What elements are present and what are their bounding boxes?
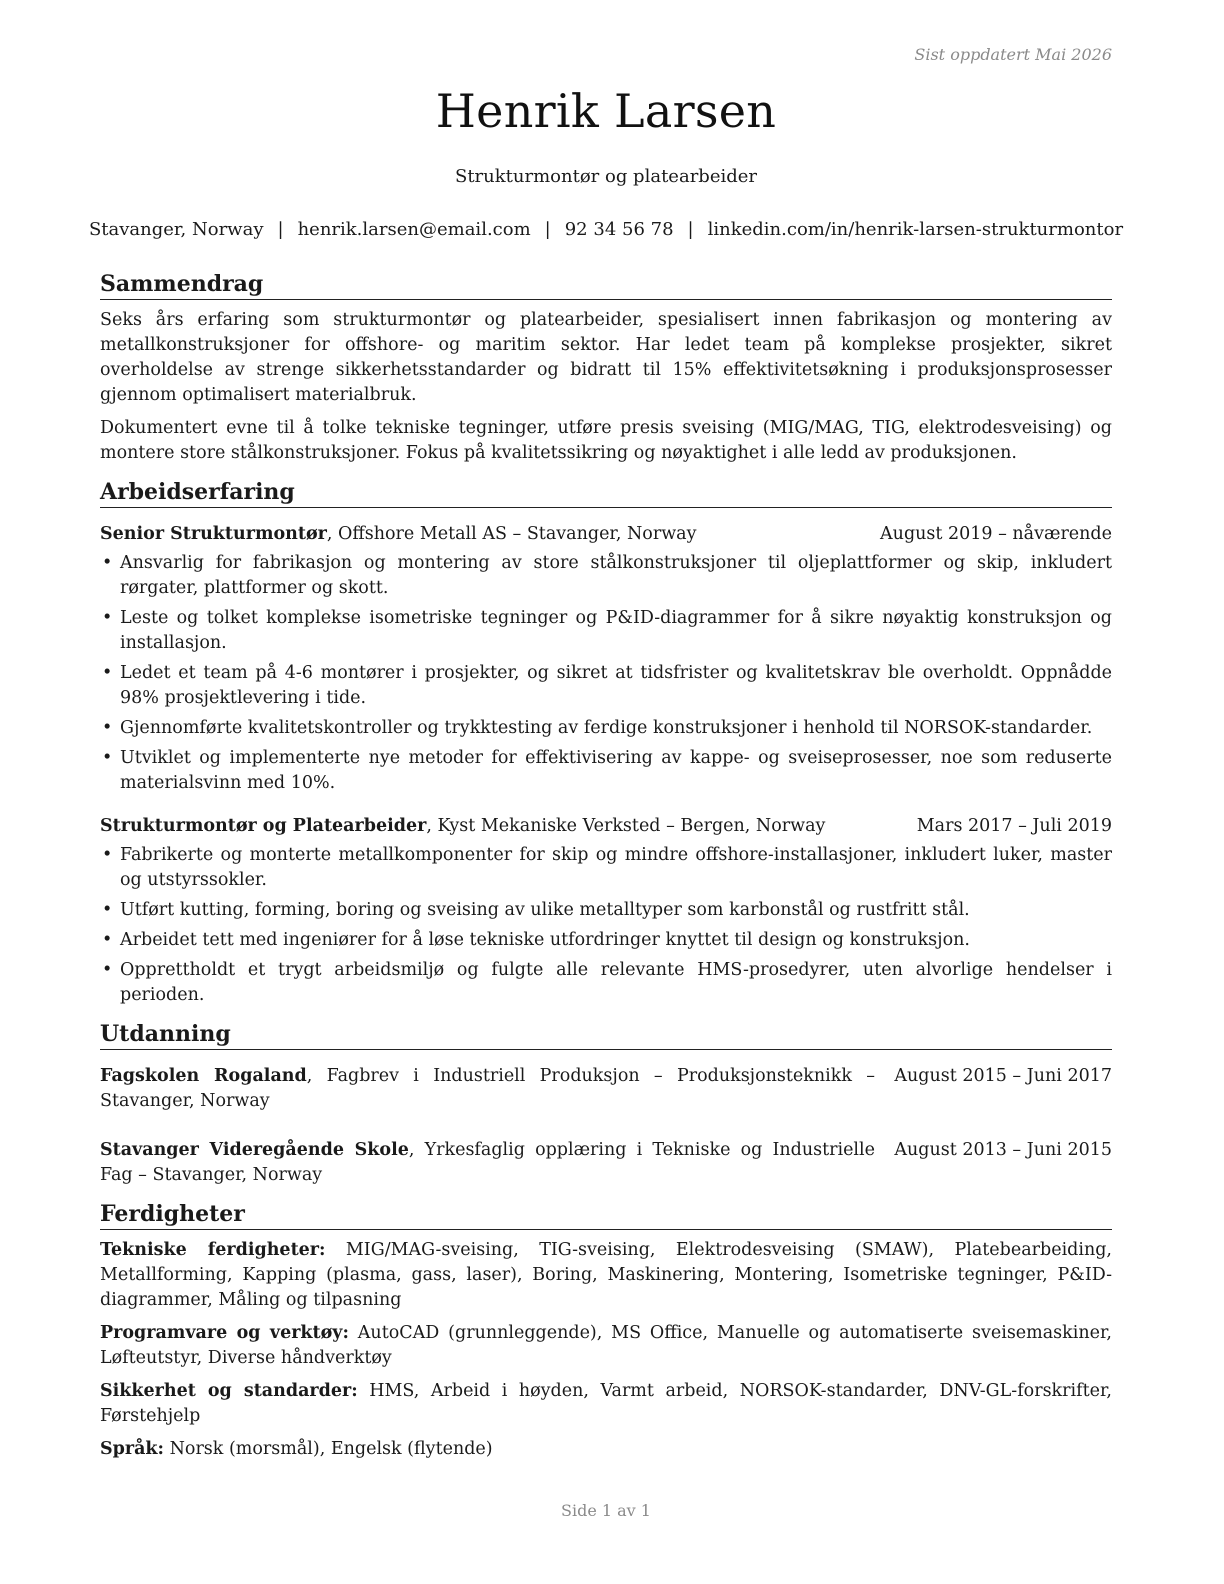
skill-label: Tekniske ferdigheter: bbox=[100, 1240, 326, 1260]
candidate-name: Henrik Larsen bbox=[435, 84, 777, 138]
school-detail: , Fagbrev i Industriell Produksjon – Produksjonsteknikk – Stavanger, Norway bbox=[100, 1066, 876, 1111]
candidate-title: Strukturmontør og platearbeider bbox=[454, 166, 758, 187]
summary-heading: Sammendrag bbox=[100, 270, 1112, 300]
job-header bbox=[100, 522, 1112, 547]
job-bullet bbox=[100, 958, 1112, 1008]
page-number: Side 1 av 1 bbox=[561, 1501, 651, 1520]
last-updated: Sist oppdatert Mai 2026 bbox=[914, 45, 1112, 64]
bullet-text: Arbeidet tett med ingeniører for å løse tekniske utfordringer knyttet til design og konstruksjon. bbox=[120, 930, 970, 950]
job-dates: Mars 2017 – Juli 2019 bbox=[916, 816, 1112, 836]
bullet-icon: • bbox=[102, 960, 113, 980]
bullet-text: Utført kutting, forming, boring og sveising av ulike metalltyper som karbonstål og rustfritt stål. bbox=[120, 900, 970, 920]
education-entry bbox=[100, 1064, 1112, 1114]
education-entry bbox=[100, 1138, 1112, 1188]
skill-line bbox=[100, 1379, 1112, 1429]
job-bullet bbox=[100, 928, 1112, 953]
bullet-text: Gjennomførte kvalitetskontroller og trykktesting av ferdige konstruksjoner i henhold til NORSOK-standarder. bbox=[120, 718, 1093, 738]
education-dates: August 2013 – Juni 2015 bbox=[894, 1140, 1112, 1160]
bullet-icon: • bbox=[102, 845, 113, 865]
bullet-icon: • bbox=[102, 718, 113, 738]
contact-line bbox=[80, 219, 1132, 240]
job-bullet bbox=[100, 551, 1112, 601]
skill-value: MIG/MAG-sveising, TIG-sveising, Elektrodesveising (SMAW), Platebearbeiding, Metallforming, Kapping (plasma, gass, laser), Boring, Maskinering, Montering, Isometriske tegninger, P&ID-diagrammer, Måling og tilpasning bbox=[100, 1240, 1112, 1310]
contact-email[interactable]: henrik.larsen@email.com bbox=[297, 219, 531, 240]
contact-separator: | bbox=[277, 219, 284, 240]
summary-section bbox=[100, 270, 1112, 466]
job-header bbox=[100, 814, 1112, 839]
bullet-text: Utviklet og implementerte nye metoder for effektivisering av kappe- og sveiseprosesser, noe som reduserte materialsvinn med 10%. bbox=[120, 748, 1112, 793]
skill-label: Sikkerhet og standarder: bbox=[100, 1381, 358, 1401]
job-bullets bbox=[100, 843, 1112, 1008]
job-bullet bbox=[100, 898, 1112, 923]
school-detail: , Yrkesfaglig opplæring i Tekniske og Industrielle Fag – Stavanger, Norway bbox=[100, 1140, 875, 1185]
education-section bbox=[100, 1020, 1112, 1188]
job-role: Senior Strukturmontør bbox=[100, 524, 327, 544]
skills-heading: Ferdigheter bbox=[100, 1200, 1112, 1230]
skill-line bbox=[100, 1238, 1112, 1313]
bullet-text: Fabrikerte og monterte metallkomponenter for skip og mindre offshore-installasjoner, inkludert luker, master og utstyrssokler. bbox=[120, 845, 1112, 890]
skills-section bbox=[100, 1200, 1112, 1462]
bullet-icon: • bbox=[102, 900, 113, 920]
education-heading: Utdanning bbox=[100, 1020, 1112, 1050]
job-dates: August 2019 – nåværende bbox=[880, 524, 1112, 544]
contact-separator: | bbox=[687, 219, 694, 240]
experience-heading: Arbeidserfaring bbox=[100, 478, 1112, 508]
job-bullets bbox=[100, 551, 1112, 796]
job-company: , Kyst Mekaniske Verksted – Bergen, Norway bbox=[426, 816, 826, 836]
job-bullet bbox=[100, 606, 1112, 656]
job-entry bbox=[100, 522, 1112, 796]
skill-value: Norsk (morsmål), Engelsk (flytende) bbox=[164, 1439, 493, 1459]
contact-phone: 92 34 56 78 bbox=[564, 219, 674, 240]
bullet-icon: • bbox=[102, 553, 113, 573]
experience-section bbox=[100, 478, 1112, 1008]
skill-label: Språk: bbox=[100, 1439, 165, 1459]
summary-paragraph: Dokumentert evne til å tolke tekniske tegninger, utføre presis sveising (MIG/MAG, TIG, elektrodesveising) og montere store stålkonstruksjoner. Fokus på kvalitetssikring og nøyaktighet i alle ledd av produksjonen. bbox=[100, 418, 1112, 463]
contact-separator: | bbox=[544, 219, 551, 240]
bullet-text: Opprettholdt et trygt arbeidsmiljø og fulgte alle relevante HMS-prosedyrer, uten alvorlige hendelser i perioden. bbox=[120, 960, 1112, 1005]
skill-label: Programvare og verktøy: bbox=[100, 1323, 349, 1343]
resume-content bbox=[100, 270, 1112, 1474]
contact-linkedin[interactable]: linkedin.com/in/henrik-larsen-strukturmontor bbox=[707, 219, 1124, 240]
bullet-text: Ledet et team på 4-6 montører i prosjekter, og sikret at tidsfrister og kvalitetskrav ble overholdt. Oppnådde 98% prosjektlevering i tide. bbox=[120, 663, 1112, 708]
skill-value: AutoCAD (grunnleggende), MS Office, Manuelle og automatiserte sveisemaskiner, Løfteutstyr, Diverse håndverktøy bbox=[100, 1323, 1112, 1368]
job-bullet bbox=[100, 746, 1112, 796]
resume-page bbox=[88, 0, 1124, 1584]
job-bullet bbox=[100, 843, 1112, 893]
contact-location: Stavanger, Norway bbox=[88, 219, 264, 240]
bullet-icon: • bbox=[102, 608, 113, 628]
skill-line bbox=[100, 1321, 1112, 1371]
job-entry bbox=[100, 814, 1112, 1008]
school-name: Stavanger Videregående Skole bbox=[100, 1140, 409, 1160]
bullet-icon: • bbox=[102, 748, 113, 768]
job-role: Strukturmontør og Platearbeider bbox=[100, 816, 427, 836]
job-bullet bbox=[100, 661, 1112, 711]
bullet-icon: • bbox=[102, 663, 113, 683]
school-name: Fagskolen Rogaland bbox=[100, 1066, 307, 1086]
bullet-text: Ansvarlig for fabrikasjon og montering av store stålkonstruksjoner til oljeplattformer og skip, inkludert rørgater, plattformer og skott. bbox=[120, 553, 1112, 598]
job-bullet bbox=[100, 716, 1112, 741]
skill-value: HMS, Arbeid i høyden, Varmt arbeid, NORSOK-standarder, DNV-GL-forskrifter, Førstehjelp bbox=[100, 1381, 1112, 1426]
education-dates: August 2015 – Juni 2017 bbox=[894, 1066, 1112, 1086]
skill-line bbox=[100, 1437, 1112, 1462]
job-company: , Offshore Metall AS – Stavanger, Norway bbox=[326, 524, 697, 544]
summary-paragraph: Seks års erfaring som strukturmontør og platearbeider, spesialisert innen fabrikasjon og montering av metallkonstruksjoner for offshore- og maritim sektor. Har ledet team på komplekse prosjekter, sikret overholdelse av strenge sikkerhetsstandarder og bidratt til 15% effektivitetsøkning i produksjonsprosesser gjennom optimalisert materialbruk. bbox=[100, 310, 1112, 405]
bullet-text: Leste og tolket komplekse isometriske tegninger og P&ID-diagrammer for å sikre nøyaktig konstruksjon og installasjon. bbox=[120, 608, 1112, 653]
bullet-icon: • bbox=[102, 930, 113, 950]
